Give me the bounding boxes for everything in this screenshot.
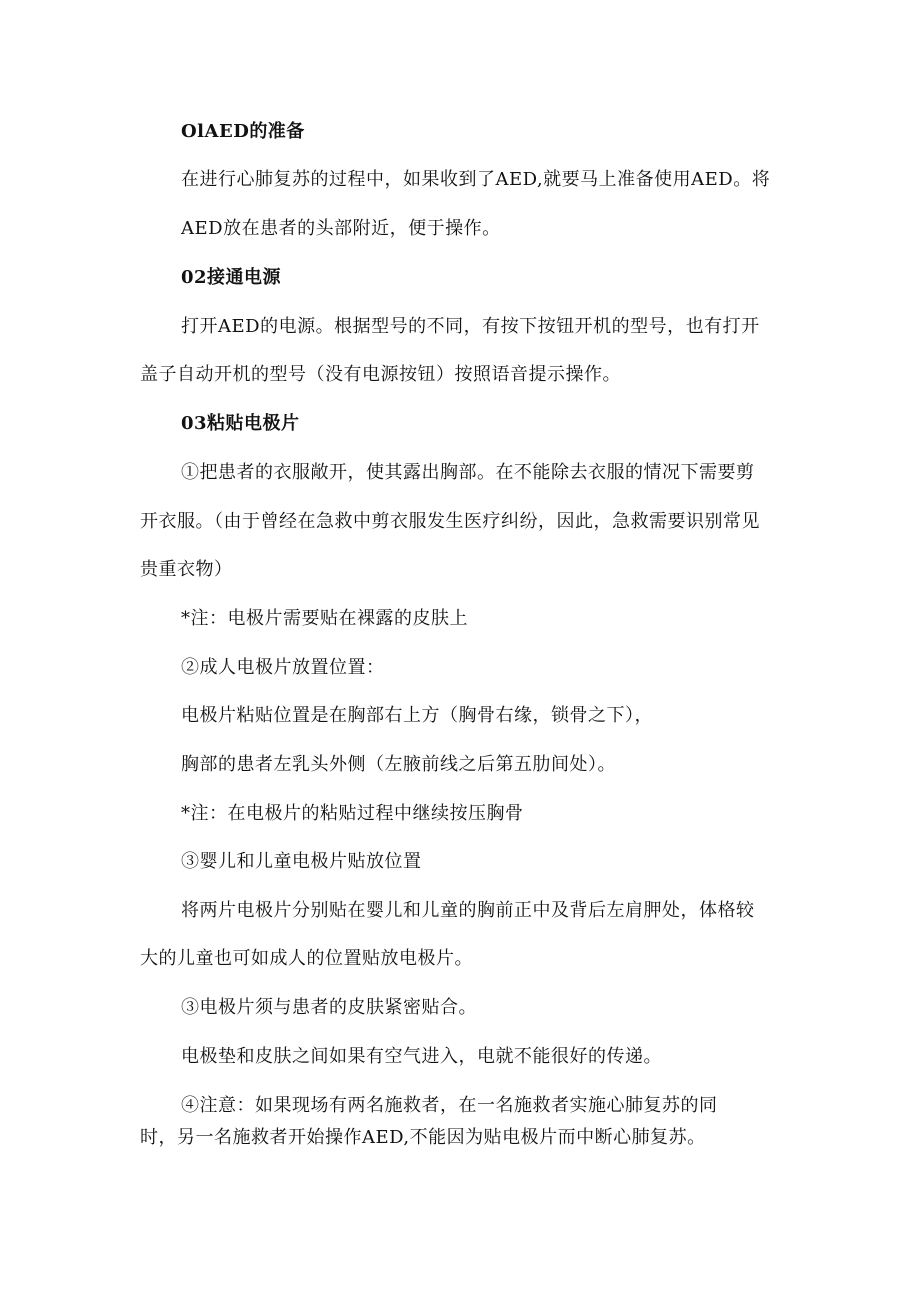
paragraph-line: 打开AED的电源。根据型号的不同，有按下按钮开机的型号，也有打开 bbox=[181, 316, 760, 337]
paragraph-line: ③婴儿和儿童电极片贴放位置 bbox=[181, 851, 422, 872]
paragraph-line: ②成人电极片放置位置： bbox=[181, 657, 385, 678]
paragraph-line: 开衣服。（由于曾经在急救中剪衣服发生医疗纠纷，因此，急救需要识别常见 bbox=[140, 511, 760, 532]
paragraph-line: ③电极片须与患者的皮肤紧密贴合。 bbox=[181, 997, 477, 1018]
note-line: *注：电极片需要贴在裸露的皮肤上 bbox=[181, 608, 468, 629]
paragraph-line: 电极垫和皮肤之间如果有空气进入，电就不能很好的传递。 bbox=[181, 1046, 662, 1067]
section-heading-aed-preparation: OlAED的准备 bbox=[181, 121, 305, 142]
paragraph-line: 电极片粘贴位置是在胸部右上方（胸骨右缘，锁骨之下）， bbox=[181, 705, 653, 726]
paragraph-line: 盖子自动开机的型号（没有电源按钮）按照语音提示操作。 bbox=[140, 364, 621, 385]
paragraph-line: 时，另一名施救者开始操作AED,不能因为贴电极片而中断心肺复苏。 bbox=[140, 1127, 706, 1148]
paragraph-line: ①把患者的衣服敞开，使其露出胸部。在不能除去衣服的情况下需要剪 bbox=[181, 462, 755, 483]
paragraph-line: 贵重衣物） bbox=[140, 559, 233, 580]
paragraph-line: 胸部的患者左乳头外侧（左腋前线之后第五肋间处）。 bbox=[181, 754, 616, 775]
paragraph-line: AED放在患者的头部附近，便于操作。 bbox=[181, 218, 501, 239]
paragraph-line: ④注意：如果现场有两名施救者，在一名施救者实施心肺复苏的同 bbox=[181, 1095, 718, 1116]
section-heading-power-on: 02接通电源 bbox=[181, 267, 282, 288]
section-heading-attach-pads: 03粘贴电极片 bbox=[181, 413, 300, 434]
paragraph-line: 将两片电极片分别贴在婴儿和儿童的胸前正中及背后左肩胛处，体格较 bbox=[181, 900, 755, 921]
note-line: *注：在电极片的粘贴过程中继续按压胸骨 bbox=[181, 803, 524, 824]
paragraph-line: 大的儿童也可如成人的位置贴放电极片。 bbox=[140, 948, 473, 969]
paragraph-line: 在进行心肺复苏的过程中，如果收到了AED,就要马上准备使用AED。将 bbox=[181, 169, 771, 190]
